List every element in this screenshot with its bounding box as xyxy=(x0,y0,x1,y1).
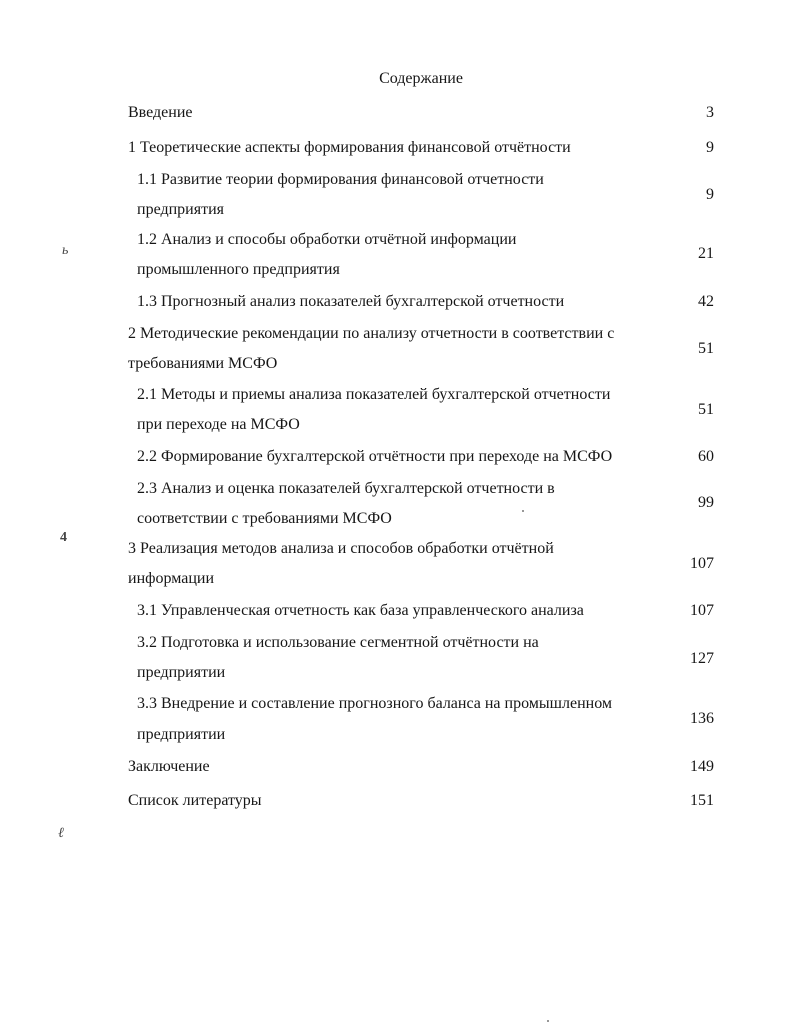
toc-entry-text: предприятии xyxy=(137,726,226,743)
toc-page-number: 99 xyxy=(698,494,714,511)
toc-entry-text: 3.1 Управленческая отчетность как база управленческого анализа xyxy=(137,602,584,619)
scan-speck xyxy=(522,510,524,512)
margin-mark: ь xyxy=(62,243,69,258)
toc-page-number: 3 xyxy=(706,104,714,121)
toc-entry-text: Заключение xyxy=(128,758,210,775)
toc-page-number: 151 xyxy=(690,792,714,809)
toc-entry-text: 2.1 Методы и приемы анализа показателей бухгалтерской отчетности xyxy=(137,386,611,403)
toc-page-number: 51 xyxy=(698,401,714,418)
toc-entry-text: Введение xyxy=(128,104,193,121)
toc-entry-text: предприятия xyxy=(137,201,224,218)
toc-entry-text: 1 Теоретические аспекты формирования финансовой отчётности xyxy=(128,139,571,156)
toc-page-number: 9 xyxy=(706,186,714,203)
toc-entry-text: 3 Реализация методов анализа и способов обработки отчётной xyxy=(128,540,554,557)
toc-entry-text: соответствии с требованиями МСФО xyxy=(137,510,392,527)
toc-page-number: 42 xyxy=(698,293,714,310)
toc-page-number: 149 xyxy=(690,758,714,775)
toc-entry-text: 1.1 Развитие теории формирования финансовой отчетности xyxy=(137,171,544,188)
scan-speck xyxy=(547,1020,549,1022)
toc-entry-text: 3.3 Внедрение и составление прогнозного баланса на промышленном xyxy=(137,695,613,712)
toc-entry-text: 2.3 Анализ и оценка показателей бухгалтерской отчетности в xyxy=(137,480,555,497)
toc-page-number: 127 xyxy=(690,650,714,667)
toc-entry-text: 2.2 Формирование бухгалтерской отчётности при переходе на МСФО xyxy=(137,448,613,465)
toc-page-number: 107 xyxy=(690,602,714,619)
toc-page-number: 21 xyxy=(698,245,714,262)
margin-mark: ℓ xyxy=(58,826,64,841)
toc-entry-text: Список литературы xyxy=(128,792,262,809)
toc-page-number: 51 xyxy=(698,340,714,357)
toc-entry-text: 2 Методические рекомендации по анализу отчетности в соответствии с xyxy=(128,325,615,342)
toc-entry-text: при переходе на МСФО xyxy=(137,416,300,433)
toc-entry-text: 3.2 Подготовка и использование сегментной отчётности на xyxy=(137,634,539,651)
toc-entry-text: предприятии xyxy=(137,664,226,681)
toc-entry-text: информации xyxy=(128,570,215,587)
toc-page-number: 9 xyxy=(706,139,714,156)
toc-page-number: 107 xyxy=(690,555,714,572)
toc-entry-text: требованиями МСФО xyxy=(128,355,278,372)
toc-page-number: 136 xyxy=(690,710,714,727)
margin-mark: 4 xyxy=(60,530,67,545)
toc-title: Содержание xyxy=(379,70,463,87)
toc-entry-text: 1.2 Анализ и способы обработки отчётной информации xyxy=(137,231,517,248)
toc-entry-text: 1.3 Прогнозный анализ показателей бухгалтерской отчетности xyxy=(137,293,565,310)
toc-entry-text: промышленного предприятия xyxy=(137,261,340,278)
toc-page-number: 60 xyxy=(698,448,714,465)
